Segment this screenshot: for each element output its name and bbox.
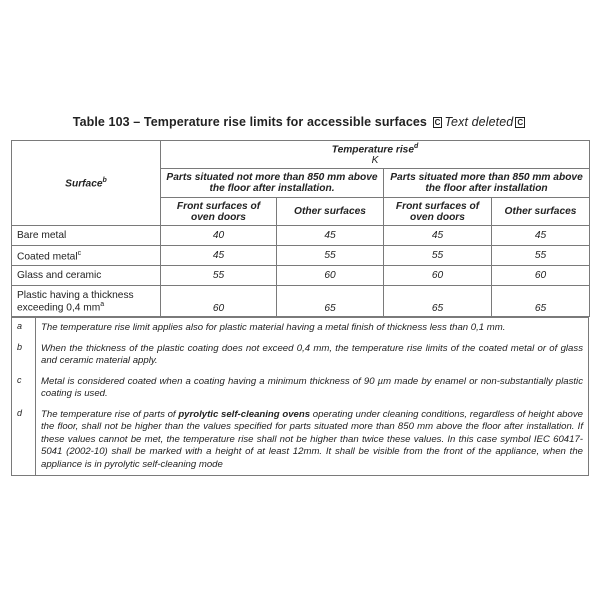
table-row xyxy=(12,266,590,286)
temperature-rise-footnote-ref: d xyxy=(414,143,419,150)
surface-cell xyxy=(12,246,161,266)
table-title xyxy=(0,115,600,129)
footnote-letter: a xyxy=(12,318,36,339)
value-cell: 40 xyxy=(161,226,277,246)
value-cell: 65 xyxy=(384,286,492,317)
footnotes-table xyxy=(11,317,589,476)
col-front-surfaces-2: Front surfaces of oven doors xyxy=(384,198,492,226)
value-cell: 45 xyxy=(384,226,492,246)
change-mark-open-icon: C xyxy=(434,118,441,127)
change-mark-close-icon: C xyxy=(517,118,524,127)
footnote-d xyxy=(12,405,589,476)
table-row xyxy=(12,226,590,246)
value-cell: 60 xyxy=(492,266,590,286)
group-below-850-header: Parts situated not more than 850 mm above the floor after installation. xyxy=(161,169,384,198)
temperature-rise-label: Temperature rise xyxy=(331,144,415,156)
value-cell: 55 xyxy=(277,246,384,266)
value-cell: 60 xyxy=(384,266,492,286)
surface-cell xyxy=(12,266,161,286)
value-cell: 45 xyxy=(161,246,277,266)
unit-label: K xyxy=(371,155,379,167)
text-deleted-label: Text deleted xyxy=(444,115,514,129)
surface-cell xyxy=(12,226,161,246)
group-above-850-header: Parts situated more than 850 mm above the floor after installation xyxy=(384,169,590,198)
temperature-rise-table xyxy=(11,140,590,317)
value-cell: 55 xyxy=(384,246,492,266)
footnote-letter: b xyxy=(12,339,36,372)
value-cell: 45 xyxy=(492,226,590,246)
value-cell: 60 xyxy=(161,286,277,317)
surface-header xyxy=(12,141,161,226)
footnote-text xyxy=(36,405,589,476)
temperature-rise-header xyxy=(161,141,590,169)
surface-cell xyxy=(12,286,161,317)
surface-footnote-ref: b xyxy=(102,177,107,184)
footnote-letter: c xyxy=(12,372,36,405)
value-cell: 55 xyxy=(161,266,277,286)
value-cell: 65 xyxy=(277,286,384,317)
value-cell: 65 xyxy=(492,286,590,317)
value-cell: 55 xyxy=(492,246,590,266)
surface-footnote-ref: c xyxy=(77,249,82,257)
footnote-text: The temperature rise limit applies also for plastic material having a metal finish of thickness less than 0,1 mm. xyxy=(36,318,589,339)
col-other-surfaces-2: Other surfaces xyxy=(492,198,590,226)
surface-footnote-ref: a xyxy=(100,300,105,308)
value-cell: 45 xyxy=(277,226,384,246)
table-row xyxy=(12,246,590,266)
temperature-table-container xyxy=(11,140,589,476)
surface-name: Bare metal xyxy=(17,230,67,242)
footnote-text: When the thickness of the plastic coating does not exceed 0,4 mm, the temperature rise limits of the coated metal or of glass and ceramic material apply. xyxy=(36,339,589,372)
footnote-bold-term: pyrolytic self-cleaning ovens xyxy=(178,408,311,420)
surface-name: Plastic having a thickness exceeding 0,4 mm xyxy=(17,289,134,314)
surface-header-label: Surface xyxy=(65,178,103,190)
col-front-surfaces-1: Front surfaces of oven doors xyxy=(161,198,277,226)
footnote-text-part: The temperature rise of parts of xyxy=(41,408,179,420)
footnote-letter: d xyxy=(12,405,36,476)
table-title-text: Table 103 – Temperature rise limits for accessible surfaces xyxy=(72,115,427,129)
footnote-text: Metal is considered coated when a coating having a minimum thickness of 90 µm made by enamel or non-substantially plastic coating is used. xyxy=(36,372,589,405)
footnote-text-part: operating under cleaning conditions, regardless of height above the floor, shall not be higher than the values specified for parts situated more than 850 mm above the floor after installation. If these values cannot be met, the temperature rise shall not be higher than twice these values. In this case symbol IEC 60417-5041 (2002-10) shall be marked with a height of at least 12mm. It shall be visible from the front of the appliance, when the appliance is in pyrolytic self-cleaning mode xyxy=(41,408,583,470)
footnote-c xyxy=(12,372,589,405)
surface-name: Glass and ceramic xyxy=(17,270,102,282)
footnote-b xyxy=(12,339,589,372)
surface-name: Coated metal xyxy=(17,251,78,263)
col-other-surfaces-1: Other surfaces xyxy=(277,198,384,226)
footnote-a xyxy=(12,318,589,339)
header-row-1 xyxy=(12,141,590,169)
table-row xyxy=(12,286,590,317)
value-cell: 60 xyxy=(277,266,384,286)
